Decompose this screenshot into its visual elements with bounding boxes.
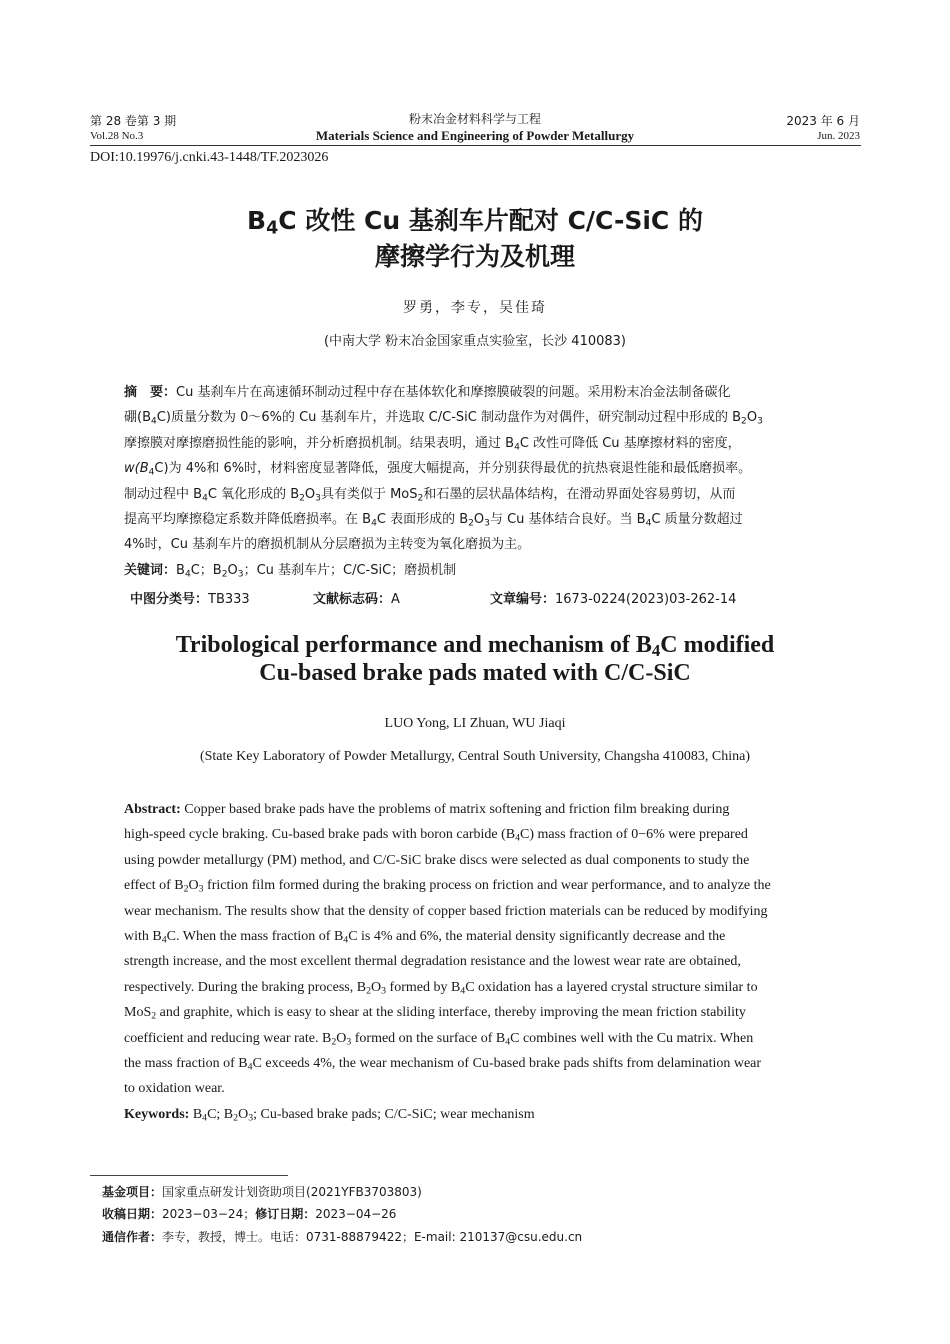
header-journal-en: Materials Science and Engineering of Powder Metallurgy: [315, 128, 635, 143]
abstract-cn: [124, 380, 826, 583]
affiliation-cn: (中南大学 粉末冶金国家重点实验室，长沙 410083): [323, 334, 627, 349]
keywords-cn: 关键词：$B_4C$；$B_2O_3$；Cu 基刹车片；C/C-SiC；磨损机制: [124, 562, 457, 580]
clc-code: 中图分类号：TB333: [130, 592, 250, 607]
footnote-corresponding: 通信作者：李专，教授，博士。电话：0731-88879422；E-mail: 210137@csu.edu.cn: [102, 1230, 583, 1244]
affiliation-en: (State Key Laboratory of Powder Metallurgy, Central South University, Changsha 410083, China): [199, 749, 751, 764]
title-en-line1: Tribological performance and mechanism of $B_4C$ modified: [175, 632, 775, 661]
abstract-cn-line: 摘 要：Cu 基刹车片在高速循环制动过程中存在基体软化和摩擦膜破裂的问题。采用粉末冶金法制备碳化: [124, 385, 731, 400]
doi: DOI:10.19976/j.cnki.43-1448/TF.2023026: [90, 150, 329, 165]
header-issue-cn: 第 28 卷第 3 期: [90, 114, 177, 128]
title-cn-line1: $B_4C$ 改性 Cu 基刹车片配对 C/C-SiC 的: [247, 206, 703, 239]
abstract-en-line: the mass fraction of $B_4C$ exceeds 4%, the wear mechanism of Cu-based brake pads shifts from delamination wear: [124, 1056, 762, 1073]
abstract-en-line: MoS$_2$ and graphite, which is easy to shear at the sliding interface, thereby improving the mean friction stability: [124, 1005, 746, 1022]
abstract-cn-line: 制动过程中 $B_4C$ 氧化形成的 $B_2O_3$具有类似于 MoS$_2$和石墨的层状晶体结构，在滑动界面处容易剪切，从而: [124, 486, 736, 503]
header-date-cn: 2023 年 6 月: [786, 114, 860, 128]
abstract-cn-line: 提高平均摩擦稳定系数并降低磨损率。在 $B_4C$ 表面形成的 $B_2O_3$与 Cu 基体结合良好。当 $B_4C$ 质量分数超过: [124, 512, 743, 529]
abstract-en-line: with $B_4C$. When the mass fraction of $B_4C$ is 4% and 6%, the material density significantly decrease and the: [124, 929, 726, 946]
abstract-cn-line: $w(B_4C)$为 4%和 6%时，材料密度显著降低，强度大幅提高，并分别获得最优的抗热衰退性能和最低磨损率。: [124, 461, 752, 478]
header-journal-cn: 粉末冶金材料科学与工程: [408, 112, 541, 126]
document-code: 文献标志码：A: [313, 592, 400, 607]
abstract-en-line: effect of $B_2O_3$ friction film formed during the braking process on friction and wear performance, and to analyze the: [124, 878, 771, 895]
abstract-en-line: using powder metallurgy (PM) method, and C/C-SiC brake discs were selected as dual components to study the: [124, 852, 750, 868]
abstract-en: [124, 797, 826, 1127]
abstract-en-line: Abstract: Copper based brake pads have the problems of matrix softening and friction film breaking during: [124, 802, 730, 817]
abstract-en-line: coefficient and reducing wear rate. $B_2O_3$ formed on the surface of $B_4C$ combines well with the Cu matrix. When: [124, 1030, 754, 1048]
abstract-en-line: strength increase, and the most excellent thermal degradation resistance and the lowest wear rate are obtained,: [124, 954, 741, 970]
header-rule: [90, 145, 861, 146]
title-cn-line2: 摩擦学行为及机理: [374, 242, 575, 271]
footnote-rule: [90, 1175, 288, 1176]
title-en-line2: Cu-based brake pads mated with C/C-SiC: [259, 660, 691, 686]
abstract-en-line: high-speed cycle braking. Cu-based brake pads with boron carbide $(B_4C)$ mass fraction of 0−6% were prepared: [124, 827, 748, 844]
article-number: 文章编号：1673-0224(2023)03-262-14: [490, 592, 737, 607]
abstract-cn-line: 摩擦膜对摩擦磨损性能的影响，并分析磨损机制。结果表明，通过 $B_4C$ 改性可降低 Cu 基摩擦材料的密度，: [124, 435, 741, 453]
abstract-cn-line: 4%时，Cu 基刹车片的磨损机制从分层磨损为主转变为氧化磨损为主。: [124, 537, 531, 553]
abstract-en-line: to oxidation wear.: [124, 1081, 225, 1097]
footnote-funding: 基金项目：国家重点研发计划资助项目(2021YFB3703803): [102, 1185, 422, 1199]
footnote-dates: 收稿日期：2023−03−24；修订日期：2023−04−26: [102, 1207, 397, 1221]
abstract-cn-line: 硼$(B_4C)$质量分数为 0～6%的 Cu 基刹车片，并选取 C/C-SiC 制动盘作为对偶件，研究制动过程中形成的 $B_2O_3$: [124, 410, 763, 427]
header-date-en: Jun. 2023: [817, 130, 860, 142]
authors-cn: 罗勇，李专，吴佳琦: [403, 300, 547, 316]
abstract-en-line: respectively. During the braking process, $B_2O_3$ formed by $B_4C$ oxidation has a layered crystal structure similar to: [124, 979, 758, 997]
keywords-en: Keywords: $B_4C$; $B_2O_3$; Cu-based brake pads; C/C-SiC; wear mechanism: [124, 1106, 535, 1124]
authors-en: LUO Yong, LI Zhuan, WU Jiaqi: [384, 716, 566, 731]
abstract-en-line: wear mechanism. The results show that the density of copper based friction materials can be reduced by modifying: [124, 903, 768, 919]
header-issue-en: Vol.28 No.3: [90, 130, 144, 142]
